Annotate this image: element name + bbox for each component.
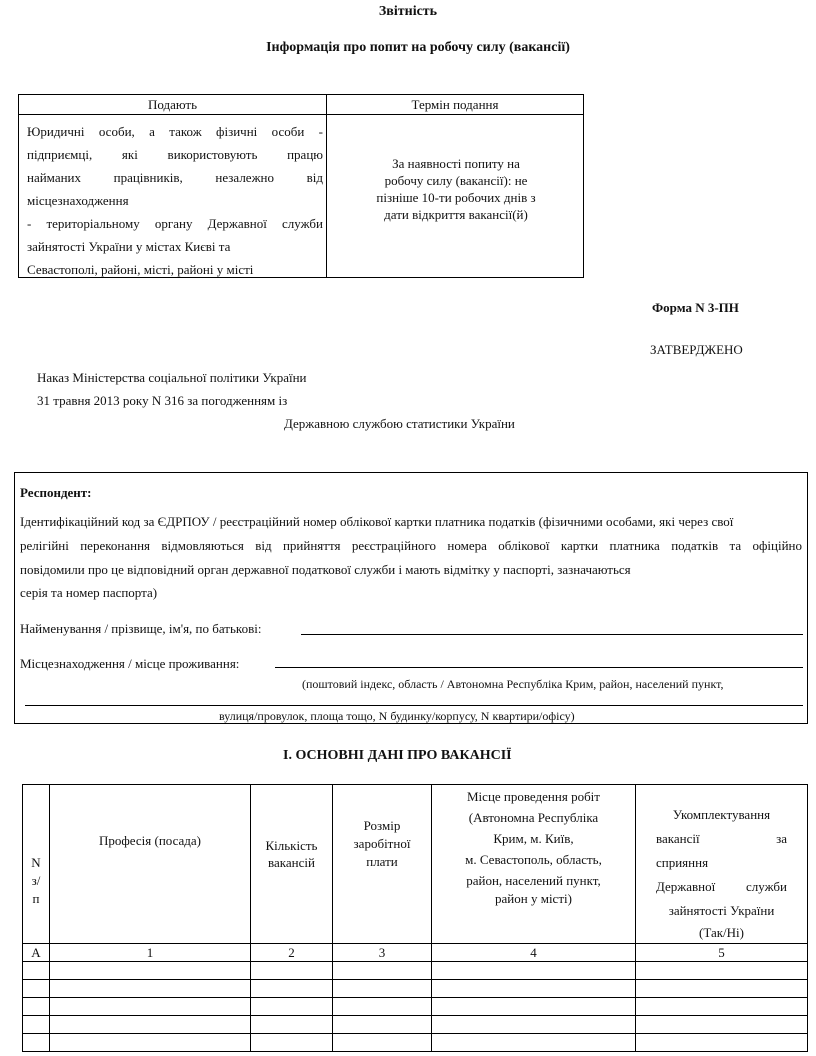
index-cell: 4 (432, 944, 636, 962)
column-index-row (23, 944, 808, 962)
table-cell[interactable] (432, 1034, 636, 1052)
table-cell[interactable] (251, 1016, 333, 1034)
table-cell[interactable] (432, 962, 636, 980)
deadline-line: пізніше 10-ти робочих днів з (376, 190, 536, 205)
address-hint: вулиця/провулок, площа тощо, N будинку/корпусу, N квартири/офісу) (219, 709, 575, 723)
table-cell[interactable] (50, 962, 251, 980)
submitters-line: Севастополі, районі, місті, районі у місті (27, 262, 254, 277)
approved-label: ЗАТВЕРДЖЕНО (650, 342, 743, 357)
table-cell[interactable] (432, 1016, 636, 1034)
table-cell[interactable] (251, 1034, 333, 1052)
submitters-line: підприємці, які використовують працю (27, 147, 323, 162)
table-cell[interactable] (636, 998, 808, 1016)
respondent-id-line: серія та номер паспорта) (20, 585, 158, 600)
table-row (23, 980, 808, 998)
submitters-header: Подають (147, 97, 198, 112)
deadline-text (339, 155, 573, 223)
form-number: Форма N 3-ПН (652, 300, 739, 315)
salary-column-header: Розмір заробітної плати (333, 785, 432, 944)
location-field[interactable] (275, 667, 803, 668)
table-cell[interactable] (251, 998, 333, 1016)
name-field[interactable] (301, 634, 803, 635)
submitters-line: - територіальному органу Державної служби (27, 216, 323, 231)
name-label: Найменування / прізвище, ім'я, по батькові: (20, 621, 262, 636)
table-row (23, 1016, 808, 1034)
index-cell: А (23, 944, 50, 962)
address-field[interactable] (25, 705, 803, 706)
order-line-2: 31 травня 2013 року N 316 за погодженням із (37, 393, 288, 408)
profession-column-header: Професія (посада) (50, 785, 251, 944)
table-cell[interactable] (432, 980, 636, 998)
table-cell[interactable] (636, 962, 808, 980)
respondent-box (14, 472, 808, 724)
deadline-header: Термін подання (411, 97, 499, 112)
table-row (23, 962, 808, 980)
index-cell: 2 (251, 944, 333, 962)
staffing-column-header: Укомплектування вакансії за сприяння Державної служби зайнятості України (Так/Ні) (636, 785, 808, 944)
index-cell: 5 (636, 944, 808, 962)
vacancy-rows (23, 962, 808, 1052)
submitters-text (27, 120, 323, 281)
table-cell[interactable] (251, 962, 333, 980)
table-header-row (23, 785, 808, 944)
table-cell[interactable] (50, 980, 251, 998)
table-cell[interactable] (333, 1034, 432, 1052)
table-cell[interactable] (251, 980, 333, 998)
number-column-header: N з/ п (23, 785, 50, 944)
count-column-header: Кількість вакансій (251, 785, 333, 944)
table-cell[interactable] (50, 1016, 251, 1034)
table-row (23, 998, 808, 1016)
report-title: Звітність (378, 4, 438, 19)
table-cell[interactable] (23, 1034, 50, 1052)
deadline-line: робочу силу (вакансії): не (384, 173, 528, 188)
table-cell[interactable] (636, 980, 808, 998)
respondent-id-line: повідомили про це відповідний орган державної податкової служби і мають відмітку у паспорті, зазначаються (20, 562, 631, 577)
table-cell[interactable] (333, 998, 432, 1016)
respondent-id-line: Ідентифікаційний код за ЄДРПОУ / реєстраційний номер облікової картки платника податків (фізичними особами, які через свої (20, 514, 734, 529)
deadline-line: За наявності попиту на (392, 156, 520, 171)
table-cell[interactable] (333, 980, 432, 998)
submission-table (18, 94, 584, 278)
deadline-line: дати відкриття вакансії(й) (384, 207, 528, 222)
table-row (23, 1034, 808, 1052)
order-line-1: Наказ Міністерства соціальної політики України (37, 370, 307, 385)
table-cell[interactable] (23, 1016, 50, 1034)
table-cell[interactable] (50, 1034, 251, 1052)
index-cell: 3 (333, 944, 432, 962)
table-cell[interactable] (432, 998, 636, 1016)
vacancy-table (22, 784, 808, 1052)
location-label: Місцезнаходження / місце проживання: (20, 656, 240, 671)
submitters-line: найманих працівників, незалежно від (27, 170, 323, 185)
table-cell[interactable] (23, 998, 50, 1016)
table-cell[interactable] (636, 1016, 808, 1034)
table-cell[interactable] (636, 1034, 808, 1052)
table-cell[interactable] (50, 998, 251, 1016)
submitters-line: місцезнаходження (27, 193, 129, 208)
submitters-line: Юридичні особи, а також фізичні особи - (27, 124, 323, 139)
table-cell[interactable] (23, 962, 50, 980)
table-cell[interactable] (333, 962, 432, 980)
section-title: І. ОСНОВНІ ДАНІ ПРО ВАКАНСІЇ (283, 748, 512, 763)
index-cell: 1 (50, 944, 251, 962)
address-hint: (поштовий індекс, область / Автономна Республіка Крим, район, населений пункт, (302, 677, 724, 691)
table-cell[interactable] (333, 1016, 432, 1034)
table-cell[interactable] (23, 980, 50, 998)
report-subtitle: Інформація про попит на робочу силу (вакансії) (266, 40, 570, 55)
order-line-3: Державною службою статистики України (284, 416, 515, 431)
submitters-line: зайнятості України у містах Києві та (27, 239, 231, 254)
respondent-heading: Респондент: (20, 485, 92, 500)
respondent-id-line: релігійні переконання відмовляються від прийняття реєстраційного номера облікової картки платника податків та офіційно (20, 538, 802, 553)
work-place-column-header: Місце проведення робіт (Автономна Республіка Крим, м. Київ, м. Севастополь, область, район, населений пункт, район у місті) (432, 785, 636, 944)
